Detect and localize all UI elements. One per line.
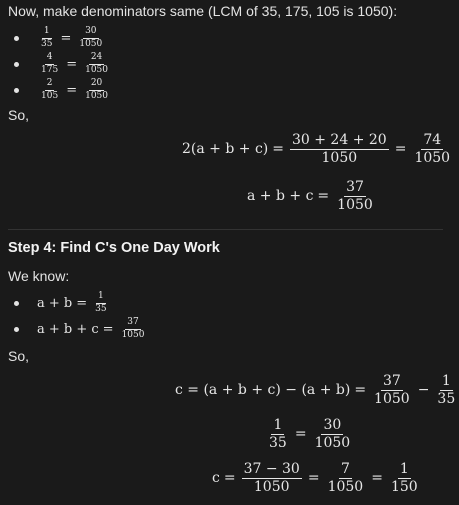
fraction: $\frac{1}{35}$ (95, 291, 107, 314)
fraction: $\frac{20}{1050}$ (85, 78, 108, 101)
sum-equation: 2(a + b + c) = $\frac{30 + 24 + 20}{1050}$ = $\frac{74}{1050}$ (182, 132, 451, 166)
conversion-item-2 (14, 51, 112, 77)
fraction: $\frac{1}{35}$ (41, 26, 53, 49)
fraction: $\frac{4}{175}$ (41, 52, 59, 75)
known-list (14, 290, 148, 342)
fraction: $\frac{30}{1050}$ (314, 417, 351, 451)
so-text-2: So, (8, 348, 30, 364)
conversion-item-1 (14, 25, 112, 51)
fraction: $\frac{7}{1050}$ (327, 461, 364, 495)
sum-equation-2: a + b + c = $\frac{37}{1050}$ (247, 179, 373, 213)
fraction: $\frac{37}{1050}$ (337, 179, 373, 213)
conversion-list (14, 25, 112, 103)
known-item-1 (14, 290, 148, 316)
known-item-2 (14, 316, 148, 342)
c-equation: c = (a + b + c) − (a + b) = $\frac{37}{1050}$ − $\frac{1}{35}$ (175, 373, 456, 407)
conversion-math-1: $\frac{1}{35}$ = $\frac{30}{1050}$ (41, 26, 103, 49)
bullet-icon (14, 36, 19, 41)
bullet-icon (14, 62, 19, 67)
we-know-text: We know: (8, 268, 70, 284)
conversion-math-2: $\frac{4}{175}$ = $\frac{24}{1050}$ (41, 52, 108, 75)
fraction: $\frac{1}{35}$ (269, 417, 287, 451)
known-math-1: a + b = $\frac{1}{35}$ (37, 291, 107, 314)
known-math-2: a + b + c = $\frac{37}{1050}$ (37, 317, 145, 340)
fraction: $\frac{74}{1050}$ (414, 132, 451, 166)
conversion-math-3: $\frac{2}{105}$ = $\frac{20}{1050}$ (41, 78, 108, 101)
fraction: $\frac{37 - 30}{1050}$ (243, 461, 300, 495)
fraction: $\frac{2}{105}$ (41, 78, 59, 101)
conversion-item-3 (14, 77, 112, 103)
fraction: $\frac{37}{1050}$ (374, 373, 410, 407)
fraction: $\frac{30}{1050}$ (79, 26, 103, 49)
fraction: $\frac{1}{35}$ (437, 373, 456, 407)
fraction: $\frac{1}{150}$ (390, 461, 418, 495)
so-text: So, (8, 107, 30, 123)
step-4-heading: Step 4: Find C's One Day Work (8, 240, 220, 256)
section-divider (8, 229, 443, 230)
bullet-icon (14, 301, 19, 306)
bullet-icon (14, 88, 19, 93)
c-conversion: $\frac{1}{35}$ = $\frac{30}{1050}$ (269, 417, 351, 451)
intro-text: Now, make denominators same (LCM of 35, 175, 105 is 1050): (8, 3, 398, 19)
c-final-equation: c = $\frac{37 - 30}{1050}$ = $\frac{7}{1050}$ = $\frac{1}{150}$ (212, 461, 418, 495)
fraction: $\frac{37}{1050}$ (121, 317, 145, 340)
fraction: $\frac{30 + 24 + 20}{1050}$ (291, 132, 387, 166)
bullet-icon (14, 327, 19, 332)
fraction: $\frac{24}{1050}$ (85, 52, 108, 75)
